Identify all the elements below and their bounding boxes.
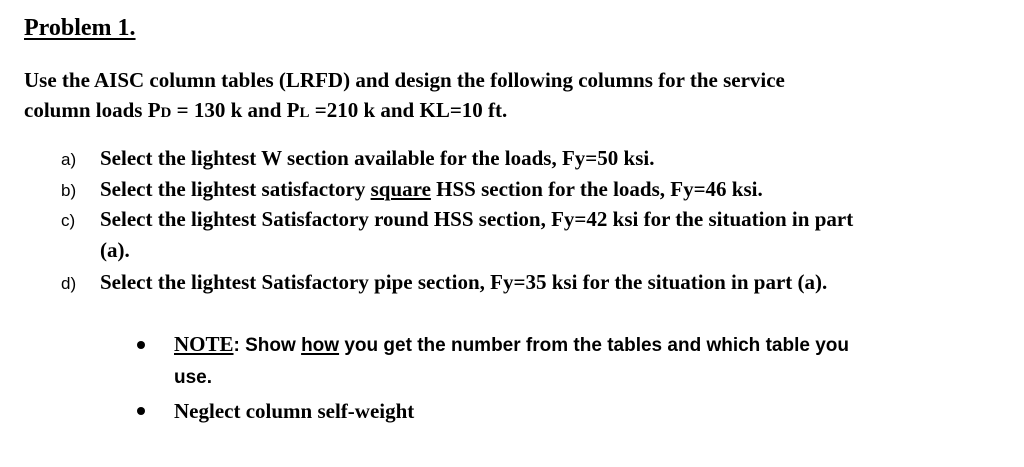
item-text-after: HSS section for the loads, Fy=46 ksi. bbox=[430, 177, 763, 201]
intro-text-a: column loads P bbox=[24, 98, 161, 122]
item-text: Select the lightest Satisfactory pipe section, Fy=35 ksi for the situation in part (a). bbox=[100, 270, 828, 294]
bullet-dot-icon bbox=[137, 341, 145, 349]
note-line-2: use. bbox=[174, 367, 213, 388]
note-label: NOTE bbox=[174, 332, 234, 356]
note-underlined-word: how bbox=[301, 335, 340, 356]
note-rest-text: you get the number from the tables and which table you bbox=[339, 335, 849, 356]
bullet-dot-icon bbox=[137, 407, 145, 415]
pd-subscript: D bbox=[160, 105, 172, 121]
pl-subscript: L bbox=[299, 105, 310, 121]
item-text-before: Select the lightest satisfactory bbox=[100, 177, 371, 201]
note-self-weight: Neglect column self-weight bbox=[174, 399, 415, 423]
note-line-1 bbox=[174, 331, 849, 359]
item-underlined-word: square bbox=[370, 177, 431, 201]
list-item-a bbox=[61, 144, 654, 174]
item-letter: d) bbox=[61, 274, 77, 293]
list-item-b bbox=[61, 175, 763, 205]
intro-text-c: =210 k and KL=10 ft. bbox=[309, 98, 508, 122]
item-text-continuation: (a). bbox=[100, 238, 130, 262]
list-item-c-continuation bbox=[100, 236, 130, 264]
list-item-c bbox=[61, 205, 853, 235]
item-letter: b) bbox=[61, 181, 77, 200]
note-colon-text: : Show bbox=[233, 335, 302, 356]
problem-title: Problem 1. bbox=[24, 15, 136, 41]
item-letter: c) bbox=[61, 211, 76, 230]
intro-line-1: Use the AISC column tables (LRFD) and design the following columns for the service bbox=[24, 68, 785, 92]
item-text: Select the lightest W section available for the loads, Fy=50 ksi. bbox=[100, 146, 655, 170]
item-letter: a) bbox=[61, 150, 77, 169]
list-item-d bbox=[61, 268, 827, 298]
item-text bbox=[100, 177, 763, 201]
intro-line-2 bbox=[24, 96, 507, 127]
intro-text-b: = 130 k and P bbox=[171, 98, 300, 122]
item-text: Select the lightest Satisfactory round HSS section, Fy=42 ksi for the situation in part bbox=[100, 207, 854, 231]
